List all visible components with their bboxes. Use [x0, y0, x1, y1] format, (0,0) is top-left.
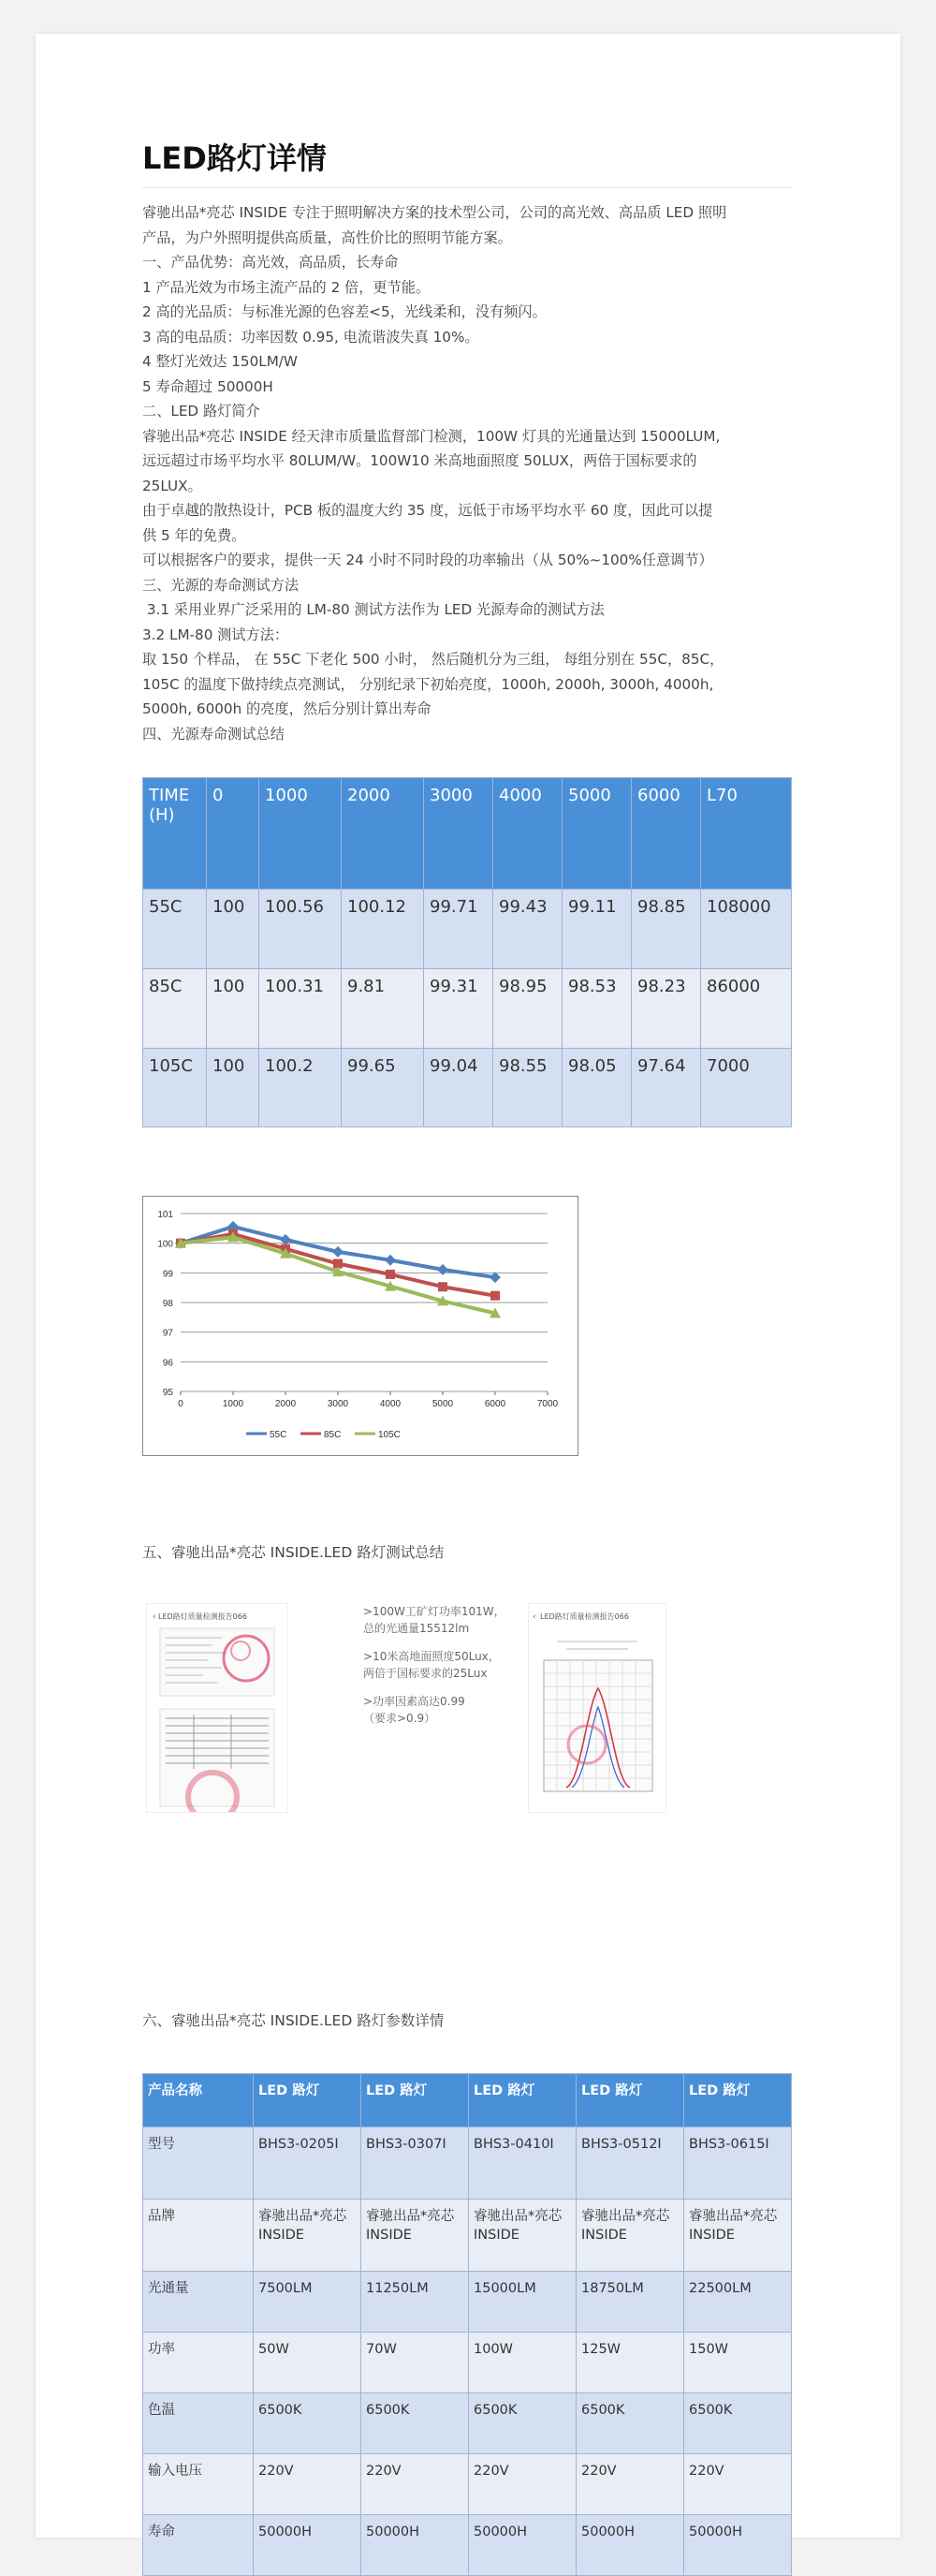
table-cell: 220V: [577, 2454, 684, 2515]
table-header-row: [143, 2074, 792, 2127]
table-row: [143, 2200, 792, 2272]
table-cell: 98.55: [493, 1049, 563, 1127]
table-cell: 睿驰出品*亮芯 INSIDE: [361, 2200, 469, 2272]
page-title: LED路灯详情: [142, 135, 791, 188]
table-cell: 9.81: [342, 969, 424, 1049]
y-tick-label: 95: [162, 1388, 173, 1398]
intro-line: 3 高的电品质：功率因数 0.95, 电流谐波失真 10%。: [142, 328, 479, 346]
data-point-55C: [490, 1272, 501, 1283]
intro-line: 取 150 个样品， 在 55C 下老化 500 小时， 然后随机分为三组， 每组分别在 55C，85C，: [142, 651, 724, 668]
x-tick-label: 0: [178, 1399, 183, 1409]
table-header-cell: 2000: [342, 778, 424, 890]
table-header-cell: 0: [207, 778, 259, 890]
table-cell: 98.85: [632, 890, 701, 969]
intro-line: 产品，为户外照明提供高质量，高性价比的照明节能方案。: [142, 228, 512, 246]
intro-line: 二、LED 路灯简介: [142, 403, 260, 420]
document-page: [36, 34, 900, 2538]
test-note: [363, 1648, 513, 1682]
table-cell: 100: [207, 969, 259, 1049]
intro-line: 105C 的温度下做持续点亮测试， 分别纪录下初始亮度，1000h, 2000h, 3000h, 4000h,: [142, 675, 714, 693]
intro-line: 5000h, 6000h 的亮度，然后分别计算出寿命: [142, 700, 431, 717]
intro-line: 三、光源的寿命测试方法: [142, 576, 300, 594]
x-tick-label: 6000: [484, 1399, 506, 1409]
table-header-cell: LED 路灯: [361, 2074, 469, 2127]
x-tick-label: 7000: [536, 1399, 559, 1409]
test-note: [363, 1693, 513, 1727]
table-cell: 50000H: [577, 2515, 684, 2576]
data-point-85C: [490, 1291, 500, 1301]
table-cell: 100.56: [259, 890, 342, 969]
table-cell: 98.95: [493, 969, 563, 1049]
table-cell: 光通量: [143, 2272, 254, 2333]
table-header-cell: LED 路灯: [469, 2074, 577, 2127]
data-point-85C: [386, 1270, 395, 1279]
table-row: [143, 1049, 792, 1127]
table-cell: 功率: [143, 2333, 254, 2393]
table-header-cell: TIME (H): [143, 778, 207, 890]
table-cell: BHS3-0615I: [684, 2127, 792, 2200]
table-cell: 98.05: [563, 1049, 632, 1127]
intro-line: 1 产品光效为市场主流产品的 2 倍，更节能。: [142, 278, 431, 296]
table-row: [143, 2515, 792, 2576]
table-header-cell: 产品名称: [143, 2074, 254, 2127]
table-cell: 11250LM: [361, 2272, 469, 2333]
x-tick-label: 4000: [379, 1399, 402, 1409]
table-cell: 6500K: [577, 2393, 684, 2454]
table-cell: 6500K: [469, 2393, 577, 2454]
y-tick-label: 96: [162, 1358, 173, 1369]
table-header-cell: LED 路灯: [684, 2074, 792, 2127]
x-tick-label: 5000: [431, 1399, 454, 1409]
test-note-line: >100W工矿灯功率101W，: [363, 1605, 505, 1618]
table-header-cell: LED 路灯: [254, 2074, 361, 2127]
table-cell: BHS3-0512I: [577, 2127, 684, 2200]
light-distribution-icon: [529, 1604, 665, 1812]
table-cell: 睿驰出品*亮芯 INSIDE: [684, 2200, 792, 2272]
table-cell: 99.11: [563, 890, 632, 969]
table-cell: 睿驰出品*亮芯 INSIDE: [469, 2200, 577, 2272]
table-header-cell: 3000: [424, 778, 493, 890]
table-cell: 100: [207, 1049, 259, 1127]
table-cell: 100: [207, 890, 259, 969]
table-cell: 220V: [361, 2454, 469, 2515]
table-cell: 100.2: [259, 1049, 342, 1127]
table-cell: 220V: [684, 2454, 792, 2515]
life-test-table: [142, 777, 792, 1127]
intro-line: 睿驰出品*亮芯 INSIDE 经天津市质量监督部门检测，100W 灯具的光通量达到 15000LUM,: [142, 427, 721, 445]
data-point-55C: [332, 1246, 344, 1258]
test-notes: [363, 1603, 513, 1738]
table-cell: 86000: [701, 969, 792, 1049]
table-cell: 色温: [143, 2393, 254, 2454]
parameter-table: [142, 2073, 792, 2576]
table-cell: 7000: [701, 1049, 792, 1127]
table-cell: 100W: [469, 2333, 577, 2393]
report-document-icon: [147, 1604, 287, 1812]
intro-line: 5 寿命超过 50000H: [142, 377, 273, 395]
table-cell: 99.71: [424, 890, 493, 969]
report-right-caption: LED路灯质量检测报告066: [540, 1612, 629, 1621]
table-cell: 99.65: [342, 1049, 424, 1127]
table-header-cell: L70: [701, 778, 792, 890]
table-cell: 98.53: [563, 969, 632, 1049]
table-row: [143, 2454, 792, 2515]
svg-text:‹: ‹: [533, 1612, 536, 1622]
table-row: [143, 2393, 792, 2454]
y-tick-label: 97: [162, 1328, 173, 1339]
table-cell: 125W: [577, 2333, 684, 2393]
table-cell: 55C: [143, 890, 207, 969]
table-cell: 输入电压: [143, 2454, 254, 2515]
legend-label: 105C: [378, 1430, 401, 1440]
table-cell: 寿命: [143, 2515, 254, 2576]
table-cell: 98.23: [632, 969, 701, 1049]
table-cell: 99.43: [493, 890, 563, 969]
table-cell: 22500LM: [684, 2272, 792, 2333]
test-report-image-left: [146, 1603, 288, 1813]
legend-label: 85C: [324, 1430, 342, 1440]
intro-line: 远远超过市场平均水平 80LUM/W。100W10 米高地面照度 50LUX，两倍于国标要求的: [142, 452, 697, 469]
test-note-line: （要求>0.9）: [363, 1712, 436, 1725]
intro-line: 由于卓越的散热设计，PCB 板的温度大约 35 度，远低于市场平均水平 60 度，因此可以提: [142, 502, 713, 519]
data-point-55C: [385, 1255, 396, 1266]
table-cell: 睿驰出品*亮芯 INSIDE: [254, 2200, 361, 2272]
table-cell: 6500K: [684, 2393, 792, 2454]
table-header-row: [143, 778, 792, 890]
section6-title: 六、睿驰出品*亮芯 INSIDE.LED 路灯参数详情: [142, 2012, 445, 2029]
test-note-line: 两倍于国标要求的25Lux: [363, 1667, 488, 1680]
table-cell: 220V: [469, 2454, 577, 2515]
table-header-cell: LED 路灯: [577, 2074, 684, 2127]
intro-line: 可以根据客户的要求，提供一天 24 小时不同时段的功率输出（从 50%~100%任意调节）: [142, 552, 713, 568]
intro-line: 四、光源寿命测试总结: [142, 725, 285, 743]
table-header-cell: 1000: [259, 778, 342, 890]
data-point-55C: [437, 1264, 448, 1275]
table-row: [143, 890, 792, 969]
table-cell: 99.31: [424, 969, 493, 1049]
table-header-cell: 4000: [493, 778, 563, 890]
table-cell: BHS3-0410I: [469, 2127, 577, 2200]
table-cell: 睿驰出品*亮芯 INSIDE: [577, 2200, 684, 2272]
intro-line: 一、产品优势：高光效，高品质，长寿命: [142, 254, 399, 271]
y-tick-label: 98: [162, 1299, 173, 1309]
table-row: [143, 969, 792, 1049]
y-tick-label: 101: [157, 1210, 173, 1220]
table-row: [143, 2333, 792, 2393]
table-cell: 100.31: [259, 969, 342, 1049]
test-note: [363, 1603, 513, 1637]
table-cell: 15000LM: [469, 2272, 577, 2333]
table-cell: 50000H: [254, 2515, 361, 2576]
section5-title: 五、睿驰出品*亮芯 INSIDE.LED 路灯测试总结: [142, 1544, 445, 1561]
intro-line: 25LUX。: [142, 477, 202, 494]
test-note-line: 总的光通量15512lm: [363, 1622, 470, 1635]
table-cell: 50000H: [469, 2515, 577, 2576]
intro-line: 4 整灯光效达 150LM/W: [142, 353, 298, 370]
x-tick-label: 1000: [222, 1399, 244, 1409]
intro-line: 供 5 年的免费。: [142, 526, 246, 544]
table-cell: 99.04: [424, 1049, 493, 1127]
data-point-85C: [438, 1282, 447, 1291]
table-cell: 97.64: [632, 1049, 701, 1127]
legend-label: 55C: [270, 1430, 287, 1440]
x-tick-label: 2000: [274, 1399, 297, 1409]
test-note-line: >功率因素高达0.99: [363, 1695, 465, 1708]
table-cell: 50W: [254, 2333, 361, 2393]
intro-line: 睿驰出品*亮芯 INSIDE 专注于照明解决方案的技术型公司，公司的高光效、高品质 LED 照明: [142, 204, 727, 221]
table-row: [143, 2127, 792, 2200]
table-cell: 150W: [684, 2333, 792, 2393]
life-chart-svg: [143, 1197, 578, 1455]
table-cell: 18750LM: [577, 2272, 684, 2333]
table-cell: BHS3-0205I: [254, 2127, 361, 2200]
x-tick-label: 3000: [327, 1399, 349, 1409]
table-cell: 70W: [361, 2333, 469, 2393]
table-cell: 220V: [254, 2454, 361, 2515]
test-report-image-right: [528, 1603, 666, 1813]
table-cell: 6500K: [254, 2393, 361, 2454]
table-cell: 108000: [701, 890, 792, 969]
intro-line: 3.2 LM-80 测试方法：: [142, 626, 289, 643]
table-cell: BHS3-0307I: [361, 2127, 469, 2200]
table-header-cell: 5000: [563, 778, 632, 890]
table-cell: 6500K: [361, 2393, 469, 2454]
intro-text: [142, 200, 797, 746]
intro-line: 2 高的光品质：与标准光源的色容差<5，光线柔和，没有频闪。: [142, 303, 547, 320]
y-tick-label: 99: [162, 1269, 173, 1280]
table-cell: 品牌: [143, 2200, 254, 2272]
table-cell: 50000H: [361, 2515, 469, 2576]
table-row: [143, 2272, 792, 2333]
report-left-caption: LED路灯质量检测报告066: [158, 1612, 247, 1621]
table-cell: 85C: [143, 969, 207, 1049]
svg-text:‹: ‹: [153, 1612, 156, 1622]
y-tick-label: 100: [157, 1239, 173, 1250]
table-header-cell: 6000: [632, 778, 701, 890]
table-cell: 100.12: [342, 890, 424, 969]
table-cell: 50000H: [684, 2515, 792, 2576]
table-cell: 7500LM: [254, 2272, 361, 2333]
table-cell: 105C: [143, 1049, 207, 1127]
intro-line: 3.1 采用业界广泛采用的 LM-80 测试方法作为 LED 光源寿命的测试方法: [142, 601, 605, 618]
life-chart: [142, 1196, 578, 1456]
table-cell: 型号: [143, 2127, 254, 2200]
test-note-line: >10米高地面照度50Lux，: [363, 1650, 500, 1663]
